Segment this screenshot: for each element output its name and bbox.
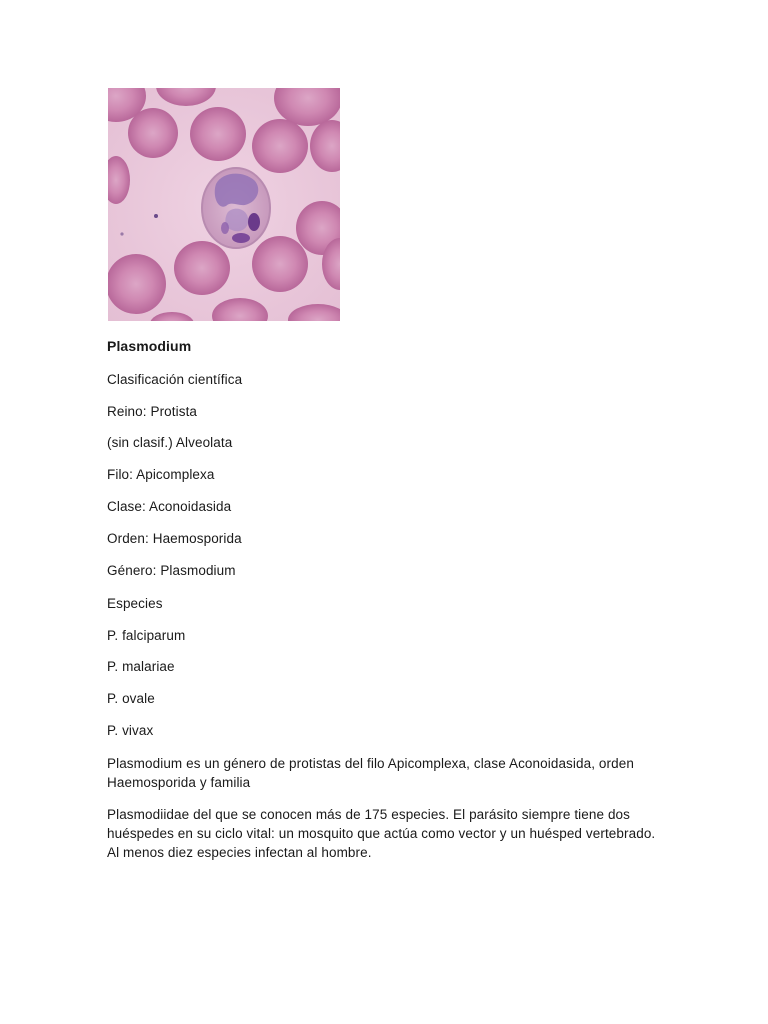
taxonomy-genero: Género: Plasmodium [107, 563, 236, 578]
paragraph: Plasmodiidae del que se conocen más de 175 especies. El parásito siempre tiene dos huéspedes en su ciclo vital: un mosquito que actúa como vector y un huésped vertebrado. Al menos diez especies infectan al hombre. [107, 807, 656, 860]
species-item: P. ovale [107, 691, 155, 706]
blood-smear-image [108, 88, 340, 321]
species-item: P. vivax [107, 723, 154, 738]
taxonomy-reino: Reino: Protista [107, 404, 198, 419]
taxonomy-orden: Orden: Haemosporida [107, 531, 242, 546]
classification-heading: Clasificación científica [107, 372, 243, 387]
paragraph: Plasmodium es un género de protistas del filo Apicomplexa, clase Aconoidasida, orden Haemosporida y familia [107, 756, 634, 790]
taxonomy-filo: Filo: Apicomplexa [107, 467, 215, 482]
taxonomy-sin-clasif: (sin clasif.) Alveolata [107, 435, 233, 450]
species-item: P. malariae [107, 659, 175, 674]
document-title: Plasmodium [107, 338, 192, 354]
species-heading: Especies [107, 596, 163, 611]
taxonomy-clase: Clase: Aconoidasida [107, 499, 232, 514]
species-item: P. falciparum [107, 628, 186, 643]
